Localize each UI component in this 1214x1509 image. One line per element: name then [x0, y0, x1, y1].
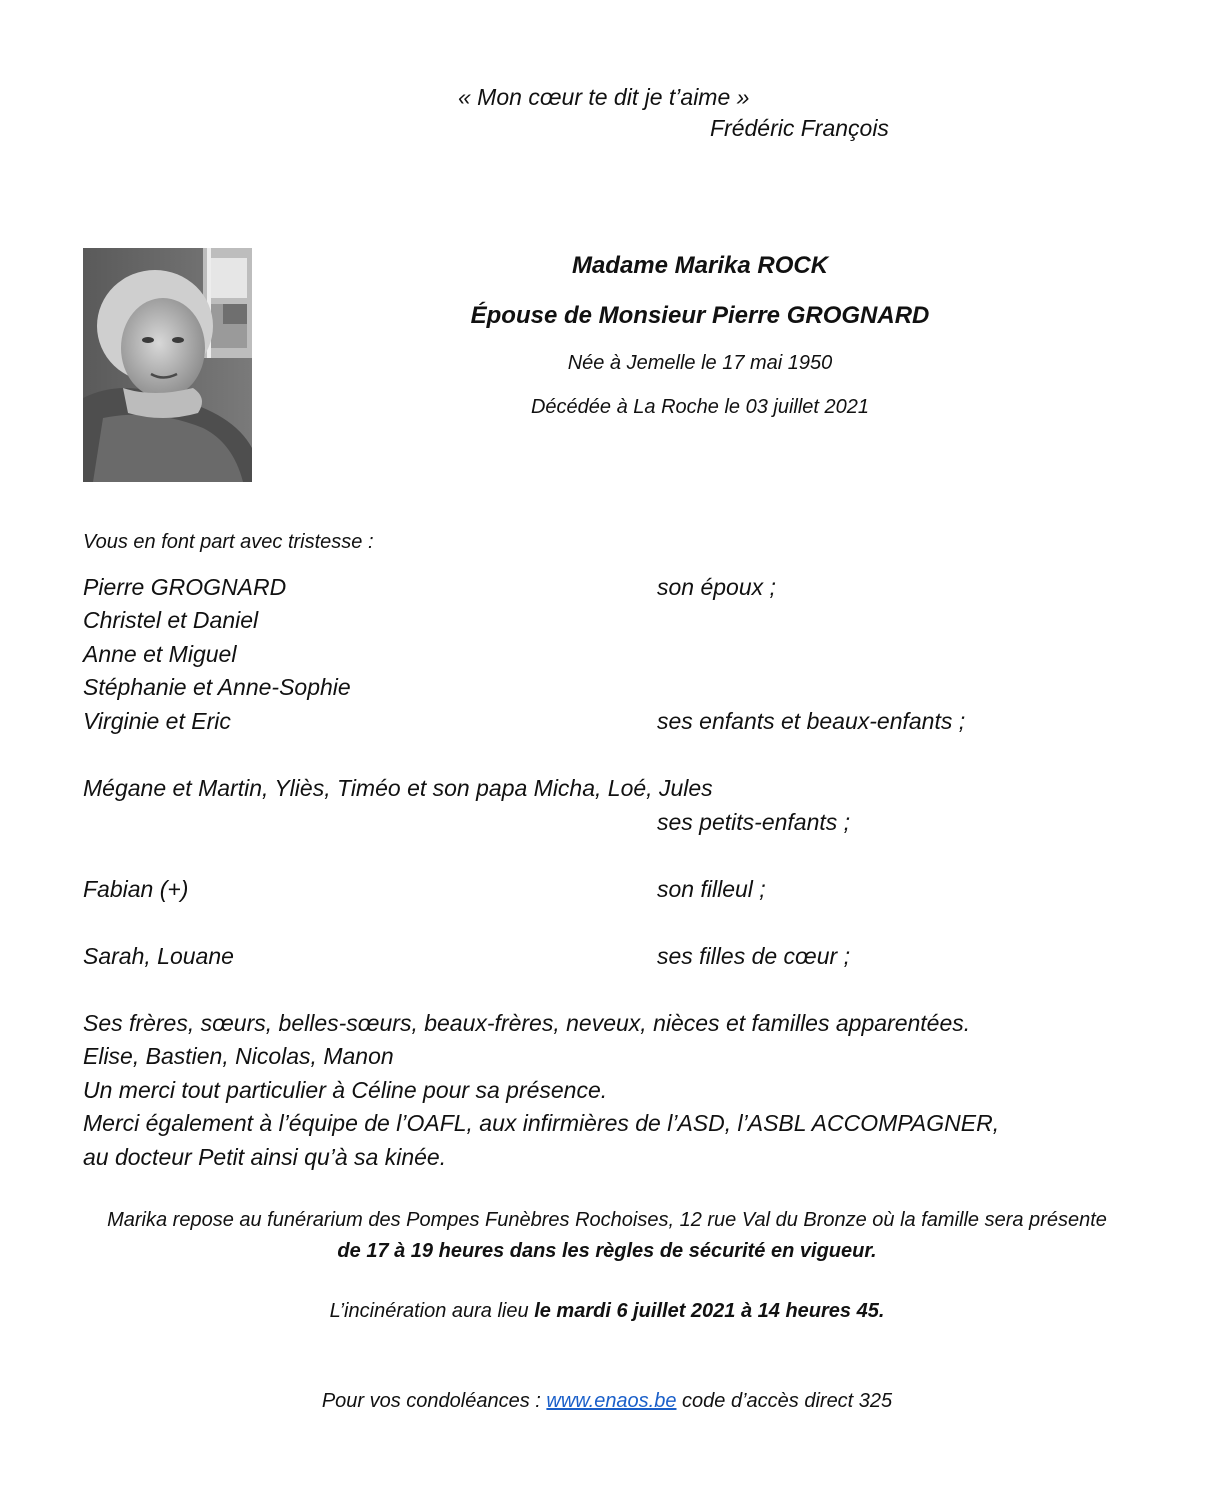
thanks-line: au docteur Petit ainsi qu’à sa kinée.: [83, 1144, 447, 1170]
relation-label: ses enfants et beaux-enfants ;: [657, 708, 966, 734]
announcement-intro: Vous en font part avec tristesse :: [83, 531, 374, 553]
birth-line: Née à Jemelle le 17 mai 1950: [567, 352, 833, 374]
relation-label: son filleul ;: [657, 876, 766, 902]
deceased-name: Madame Marika ROCK: [571, 252, 829, 279]
cremation-info: [40, 1300, 1174, 1323]
relation-label: ses petits-enfants ;: [657, 809, 851, 835]
family-line: Christel et Daniel: [83, 607, 259, 633]
relation-label: ses filles de cœur ;: [657, 943, 850, 969]
repose-info: Marika repose au funérarium des Pompes Funèbres Rochoises, 12 rue Val du Bronze où la famille sera présente: [107, 1209, 1107, 1231]
death-line: Décédée à La Roche le 03 juillet 2021: [530, 396, 870, 418]
relation-label: son époux ;: [657, 574, 776, 600]
spouse-line: Épouse de Monsieur Pierre GROGNARD: [470, 302, 930, 329]
visiting-hours: de 17 à 19 heures dans les règles de sécurité en vigueur.: [337, 1240, 877, 1262]
family-line: Mégane et Martin, Yliès, Timéo et son papa Micha, Loé, Jules: [83, 775, 713, 801]
extended-family-line: Elise, Bastien, Nicolas, Manon: [83, 1043, 394, 1069]
epigraph-quote: « Mon cœur te dit je t’aime »: [458, 84, 750, 110]
thanks-line: Merci également à l’équipe de l’OAFL, aux infirmières de l’ASD, l’ASBL ACCOMPAGNER,: [83, 1110, 1000, 1136]
epigraph-author: Frédéric François: [710, 115, 889, 141]
condolences-info: [40, 1390, 1174, 1413]
family-line: Virginie et Eric: [83, 708, 231, 734]
portrait-photo: [83, 248, 252, 482]
condolences-link[interactable]: www.enaos.be: [546, 1390, 677, 1412]
condolences-prefix: Pour vos condoléances :: [321, 1390, 547, 1412]
family-line: Anne et Miguel: [83, 641, 237, 667]
family-line: Fabian (+): [83, 876, 189, 902]
condolences-suffix: code d’accès direct 325: [676, 1390, 893, 1412]
family-line: Sarah, Louane: [83, 943, 234, 969]
family-line: Pierre GROGNARD: [83, 574, 287, 600]
thanks-line: Un merci tout particulier à Céline pour sa présence.: [83, 1077, 608, 1103]
family-line: Stéphanie et Anne-Sophie: [83, 674, 351, 700]
cremation-prefix: L’incinération aura lieu: [329, 1300, 535, 1322]
cremation-date: le mardi 6 juillet 2021 à 14 heures 45.: [534, 1300, 885, 1322]
extended-family-line: Ses frères, sœurs, belles-sœurs, beaux-frères, neveux, nièces et familles apparentées.: [83, 1010, 971, 1036]
